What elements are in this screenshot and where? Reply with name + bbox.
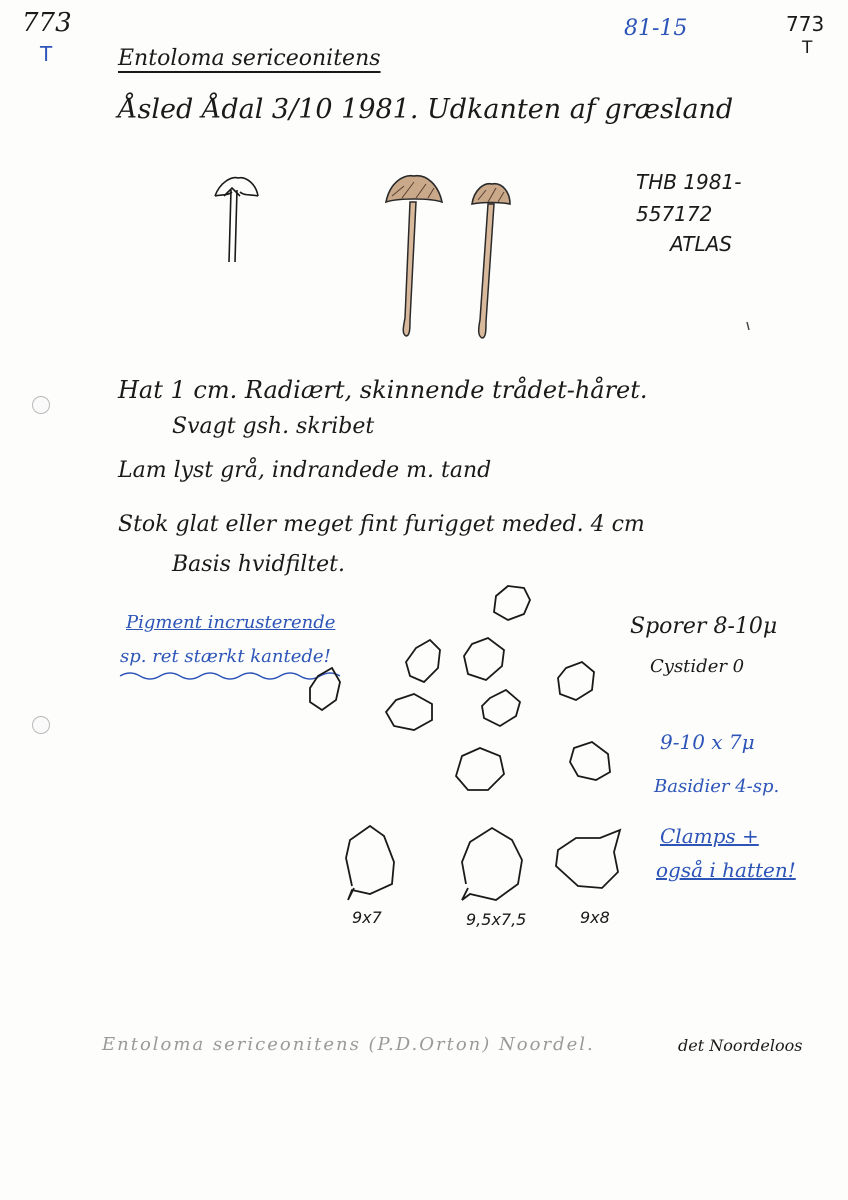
spore (482, 690, 520, 726)
spore (570, 742, 610, 780)
pigment-note-line-1: Pigment incrusterende (126, 612, 336, 633)
pencil-determination: Entoloma sericeonitens (P.D.Orton) Noordel. (102, 1034, 595, 1055)
spore (464, 638, 504, 680)
spore (386, 694, 432, 730)
clamps-note-line-2: også i hatten! (656, 858, 796, 882)
basidia-note: Basidier 4-sp. (654, 776, 780, 797)
basidium (556, 830, 620, 888)
pigment-note-line-2: sp. ret stærkt kantede! (120, 646, 331, 667)
clamps-note-line-1: Clamps + (660, 824, 759, 848)
sheet-number-right: 773 (786, 12, 825, 36)
basidium-size-2: 9,5x7,5 (466, 910, 527, 929)
spore (456, 748, 504, 790)
spore (310, 668, 340, 710)
basidium (346, 826, 394, 900)
spore (494, 586, 530, 620)
lamellae-description: Lam lyst grå, indrandede m. tand (118, 458, 492, 483)
spore-size-note: Sporer 8-10μ (630, 614, 778, 639)
specimen-line-1: THB 1981- (636, 170, 742, 194)
specimen-line-2: 557172 (636, 202, 713, 226)
sheet-letter-left: T (40, 42, 53, 66)
spore (406, 640, 440, 682)
basidium (462, 828, 522, 900)
blue-code: 81-15 (624, 16, 688, 41)
hat-description-line-1: Hat 1 cm. Radiært, skinnende trådet-håret. (118, 376, 648, 404)
hat-description-line-2: Svagt gsh. skribet (172, 414, 375, 439)
sheet-letter-right: T (802, 38, 813, 58)
species-title: Entoloma sericeonitens (118, 46, 381, 71)
sheet-number-left: 773 (22, 8, 72, 38)
stem-description-line-1: Stok glat eller meget fint furigget meded. 4 cm (118, 512, 645, 537)
spore (558, 662, 594, 700)
cystidia-note: Cystider 0 (650, 656, 745, 677)
basidium-size-1: 9x7 (352, 908, 382, 927)
blue-spore-size: 9-10 x 7μ (660, 730, 755, 754)
locality-line: Åsled Ådal 3/10 1981. Udkanten af græsland (118, 94, 734, 125)
determiner-signature: det Noordeloos (678, 1036, 803, 1055)
specimen-line-3: ATLAS (670, 232, 732, 256)
basidium-size-3: 9x8 (580, 908, 610, 927)
stem-description-line-2: Basis hvidfiltet. (172, 552, 346, 577)
